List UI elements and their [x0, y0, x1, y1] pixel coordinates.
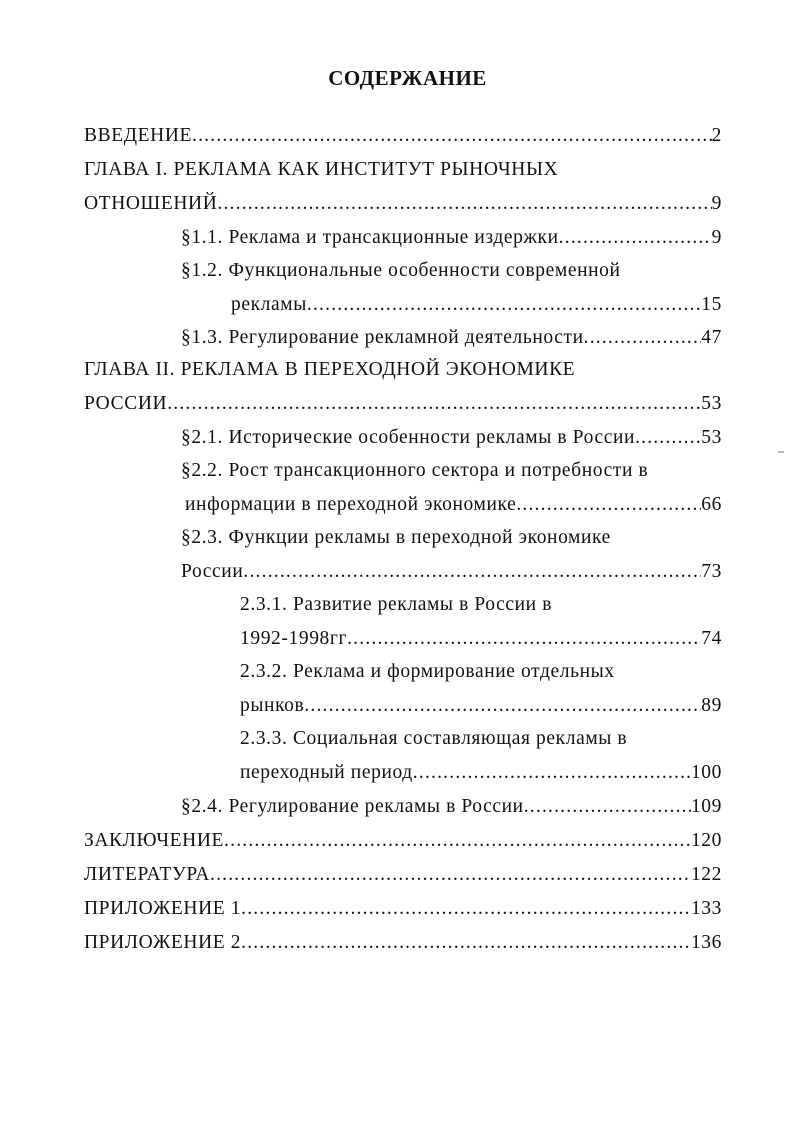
toc-page-number: 53: [701, 427, 722, 448]
toc-page-number: 2: [711, 125, 722, 146]
toc-leader-dots: [210, 860, 691, 890]
toc-leader-dots: [241, 928, 691, 958]
toc-leader-dots: [224, 826, 691, 856]
toc-leader-dots: [304, 691, 701, 721]
toc-leader-dots: [559, 223, 712, 253]
scan-speck: [778, 451, 784, 453]
toc-chapter-2-title[interactable]: ГЛАВА II. РЕКЛАМА В ПЕРЕХОДНОЙ ЭКОНОМИКЕ: [84, 359, 576, 380]
toc-entry-appendix-1[interactable]: [84, 894, 722, 924]
toc-entry-title: рекламы: [231, 294, 307, 315]
toc-entry-section-2-3[interactable]: [181, 557, 722, 587]
toc-page-number: 73: [701, 561, 722, 582]
toc-entry-subsection-2-3-2[interactable]: [240, 691, 722, 721]
toc-page-number: 89: [701, 695, 722, 716]
toc-entry-title: России: [181, 561, 244, 582]
toc-entry-title: информации в переходной экономике: [185, 494, 517, 515]
toc-entry-title: рынков: [240, 695, 305, 716]
toc-page-number: 120: [690, 830, 722, 851]
toc-entry-title: переходный период: [240, 762, 413, 783]
toc-page-number: 15: [701, 294, 722, 315]
toc-page-number: 66: [701, 494, 722, 515]
page-title: СОДЕРЖАНИЕ: [328, 66, 487, 90]
toc-entry-section-2-1[interactable]: [181, 423, 722, 453]
toc-entry-section-1-1[interactable]: [181, 223, 722, 253]
toc-entry-title: ПРИЛОЖЕНИЕ 1: [84, 898, 242, 919]
toc-leader-dots: [307, 290, 701, 320]
toc-entry-title: ЗАКЛЮЧЕНИЕ: [84, 830, 225, 851]
toc-page-number: 122: [690, 864, 722, 885]
toc-entry-title: §2.1. Исторические особенности рекламы в России: [181, 427, 636, 448]
toc-entry-section-2-2[interactable]: [185, 490, 722, 520]
toc-entry-title: ЛИТЕРАТУРА: [84, 864, 210, 885]
toc-leader-dots: [192, 121, 712, 151]
toc-section-2-2-title[interactable]: §2.2. Рост трансакционного сектора и потребности в: [181, 460, 649, 481]
toc-page-number: 74: [701, 628, 722, 649]
toc-entry-title: §2.4. Регулирование рекламы в России: [181, 796, 524, 817]
toc-leader-dots: [635, 423, 701, 453]
toc-page-number: 9: [711, 227, 722, 248]
toc-entry-chapter-2[interactable]: [84, 389, 722, 419]
toc-entry-title: ОТНОШЕНИЙ: [84, 193, 218, 214]
toc-page-number: 47: [701, 327, 722, 348]
toc-entry-appendix-2[interactable]: [84, 928, 722, 958]
toc-page-number: 136: [690, 932, 722, 953]
toc-entry-title: РОССИИ: [84, 393, 168, 414]
toc-entry-subsection-2-3-1[interactable]: [240, 624, 722, 654]
toc-entry-section-1-2[interactable]: [231, 290, 722, 320]
toc-leader-dots: [524, 792, 691, 822]
toc-leader-dots: [413, 758, 691, 788]
toc-leader-dots: [584, 323, 702, 353]
toc-page-number: 109: [690, 796, 722, 817]
toc-leader-dots: [167, 389, 701, 419]
toc-entry-chapter-1[interactable]: [84, 189, 722, 219]
toc-page-number: 53: [701, 393, 722, 414]
toc-entry-subsection-2-3-3[interactable]: [240, 758, 722, 788]
toc-entry-title: §1.3. Регулирование рекламной деятельности: [181, 327, 584, 348]
toc-subsection-2-3-1-title[interactable]: 2.3.1. Развитие рекламы в России в: [240, 594, 553, 615]
toc-entry-conclusion[interactable]: [84, 826, 722, 856]
toc-entry-title: 1992-1998гг: [240, 628, 348, 649]
toc-leader-dots: [516, 490, 701, 520]
toc-page-number: 100: [690, 762, 722, 783]
toc-entry-section-1-3[interactable]: [181, 323, 722, 353]
toc-entry-literature[interactable]: [84, 860, 722, 890]
toc-section-2-3-title[interactable]: §2.3. Функции рекламы в переходной экономике: [181, 527, 611, 548]
toc-subsection-2-3-2-title[interactable]: 2.3.2. Реклама и формирование отдельных: [240, 661, 615, 682]
toc-entry-intro[interactable]: [84, 121, 722, 151]
toc-leader-dots: [243, 557, 701, 587]
toc-chapter-1-title[interactable]: ГЛАВА I. РЕКЛАМА КАК ИНСТИТУТ РЫНОЧНЫХ: [84, 159, 559, 180]
toc-page-number: 133: [690, 898, 722, 919]
toc-entry-title: §1.1. Реклама и трансакционные издержки: [181, 227, 559, 248]
toc-leader-dots: [241, 894, 691, 924]
toc-leader-dots: [347, 624, 701, 654]
toc-page-number: 9: [711, 193, 722, 214]
toc-leader-dots: [217, 189, 711, 219]
toc-section-1-2-title[interactable]: §1.2. Функциональные особенности современной: [181, 260, 621, 281]
toc-subsection-2-3-3-title[interactable]: 2.3.3. Социальная составляющая рекламы в: [240, 728, 628, 749]
toc-entry-title: ВВЕДЕНИЕ: [84, 125, 193, 146]
toc-entry-title: ПРИЛОЖЕНИЕ 2: [84, 932, 242, 953]
toc-entry-section-2-4[interactable]: [181, 792, 722, 822]
